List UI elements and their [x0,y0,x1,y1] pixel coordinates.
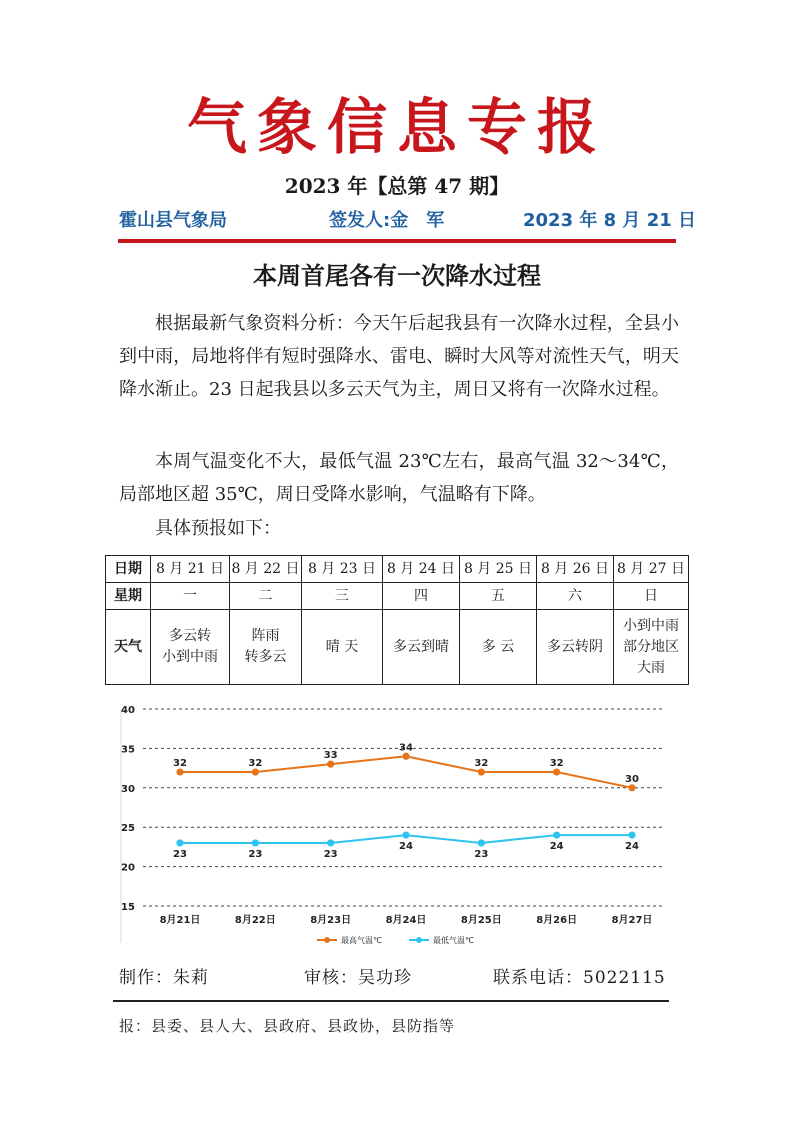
x-tick-label: 8月24日 [385,915,427,926]
issue-date: 2023 年 8 月 21 日 [523,210,697,231]
date-row [106,556,689,583]
weather-line: 大雨 [637,659,665,676]
temperature-chart [105,695,688,955]
data-label: 32 [474,758,489,770]
date-cell: 8 月 25 日 [460,556,537,583]
paragraph-3: 具体预报如下： [155,518,281,539]
max-temp-point [628,784,635,791]
max-temp-point [553,768,560,775]
forecast-table [105,555,689,685]
data-label: 23 [173,848,187,860]
x-tick-label: 8月27日 [611,915,653,926]
data-label: 33 [323,750,338,762]
x-tick-label: 8月21日 [159,915,201,926]
issue-number: 2023 年【总第 47 期】 [284,174,510,198]
x-tick-label: 8月22日 [234,915,276,926]
weather-line: 小到中雨 [162,649,218,665]
max-temp-point [252,768,259,775]
data-label: 32 [549,758,564,770]
row-header-weather: 天气 [106,610,151,685]
legend-label: 最高气温℃ [341,936,382,945]
max-temp-point [402,753,409,760]
weather-cell [460,610,537,685]
weather-cell [614,610,689,685]
weather-line: 部分地区 [623,638,679,655]
date-cell: 8 月 26 日 [537,556,614,583]
weekday-cell: 日 [614,583,689,610]
min-temp-point [478,839,485,846]
max-temp-point [176,768,183,775]
data-label: 34 [399,742,413,754]
date-cell: 8 月 24 日 [383,556,460,583]
weather-cell [302,610,383,685]
date-cell: 8 月 22 日 [230,556,302,583]
signer: 签发人:金 军 [329,210,445,231]
min-temp-point [402,831,409,838]
y-tick-label: 20 [121,862,135,874]
legend-swatch-marker [416,937,422,943]
distribution-list: 报：县委、县人大、县政府、县政协，县防指等 [119,1017,456,1035]
weather-row [106,610,689,685]
weekday-cell: 三 [302,583,383,610]
weather-cell [537,610,614,685]
paragraph-1: 根据最新气象资料分析：今天午后起我县有一次降水过程，全县小到中雨，局地将伴有短时强降水、雷电、瞬时大风等对流性天气，明天降水渐止。23 日起我县以多云天气为主，周日又将有一次降水过程。 [119,313,679,400]
data-label: 24 [625,841,639,853]
weather-line: 小到中雨 [623,617,679,634]
data-label: 32 [173,758,187,770]
weekday-cell: 五 [460,583,537,610]
issuing-organization: 霍山县气象局 [119,210,227,231]
row-header-date: 日期 [106,556,151,583]
data-label: 23 [248,848,263,860]
x-tick-label: 8月26日 [536,915,578,926]
weather-line: 阵雨 [251,628,280,644]
y-tick-label: 30 [121,783,135,795]
y-tick-label: 40 [121,705,135,716]
min-temp-point [628,831,635,838]
min-temp-point [327,839,334,846]
weather-line: 多 云 [481,638,515,655]
x-tick-label: 8月25日 [460,915,502,926]
weather-line: 多云到晴 [393,638,449,655]
weather-line: 转多云 [244,649,287,665]
min-temp-point [553,831,560,838]
paragraph-2: 本周气温变化不大，最低气温 23℃左右，最高气温 32～34℃，局部地区超 35℃，周日受降水影响，气温略有下降。 [119,451,679,505]
footer-maker: 制作：朱莉 [119,968,209,988]
date-cell: 8 月 27 日 [614,556,689,583]
weekday-cell: 六 [537,583,614,610]
masthead-title: 气象信息专报 [187,93,607,163]
weekday-cell: 一 [151,583,230,610]
x-tick-label: 8月23日 [310,915,352,926]
y-tick-label: 15 [121,902,135,913]
weather-line: 多云转阴 [547,638,603,655]
weather-cell [383,610,460,685]
y-tick-label: 25 [121,823,135,835]
min-temp-point [252,839,259,846]
data-label: 23 [323,848,338,860]
footer-reviewer: 审核：吴功珍 [304,968,412,988]
weekday-row [106,583,689,610]
weather-line: 多云转 [169,628,211,644]
data-label: 32 [248,758,263,770]
data-label: 24 [549,841,564,853]
data-label: 24 [399,841,413,853]
weather-cell [151,610,230,685]
legend-swatch-marker [324,937,330,943]
y-tick-label: 35 [121,744,135,756]
min-temp-point [176,839,183,846]
weekday-cell: 二 [230,583,302,610]
legend-label: 最低气温℃ [433,936,474,945]
date-cell: 8 月 21 日 [151,556,230,583]
data-label: 30 [625,773,639,785]
article-title: 本周首尾各有一次降水过程 [253,262,541,290]
footer-divider [113,1000,669,1002]
data-label: 23 [474,848,489,860]
row-header-weekday: 星期 [106,583,151,610]
date-cell: 8 月 23 日 [302,556,383,583]
weekday-cell: 四 [383,583,460,610]
weather-line: 晴 天 [325,638,359,655]
footer-phone: 联系电话：5022115 [493,968,666,988]
weather-cell [230,610,302,685]
max-temp-point [478,768,485,775]
header-divider [118,239,676,243]
max-temp-point [327,761,334,768]
